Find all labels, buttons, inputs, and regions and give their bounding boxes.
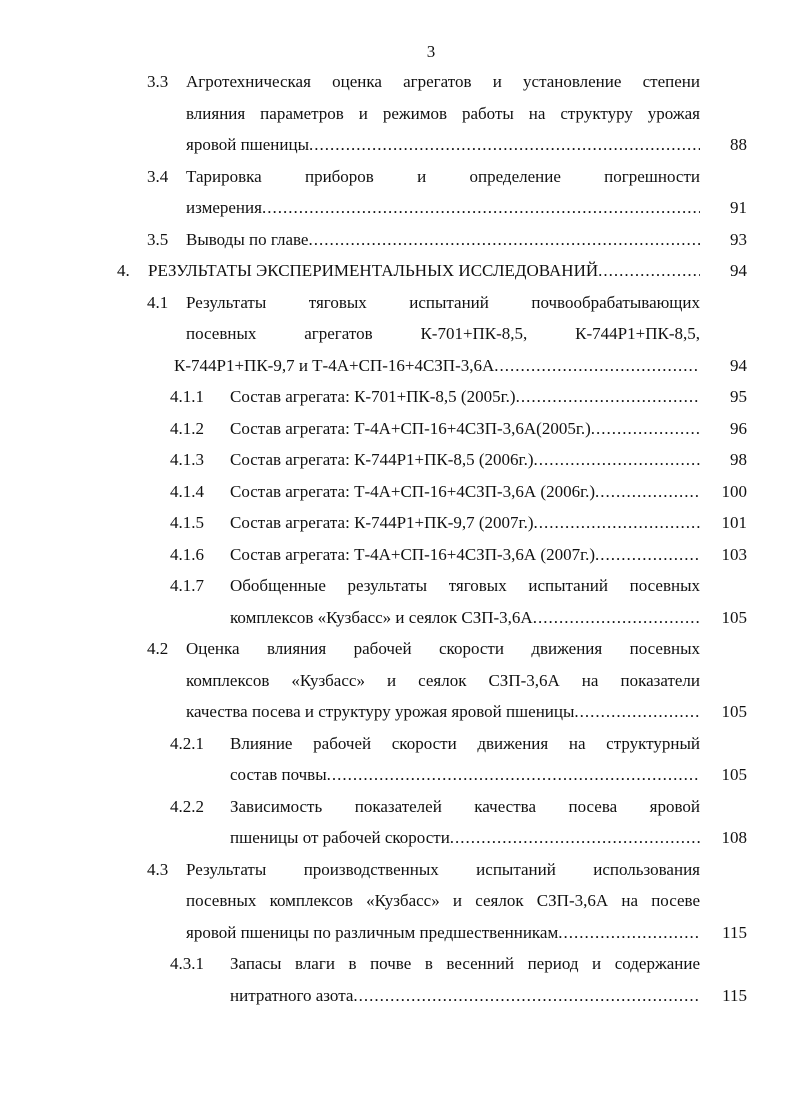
toc-entry bbox=[0, 413, 799, 445]
toc-entry-title-line: влияния параметров и режимов работы на структуру урожая bbox=[186, 103, 700, 123]
toc-entry-title-line: яровой пшеницы по различным предшественникам bbox=[186, 922, 559, 942]
toc-entry bbox=[0, 444, 799, 476]
toc-entry-number: 3.4 bbox=[147, 166, 169, 186]
toc-entry-number: 4.1.3 bbox=[170, 450, 204, 469]
toc-entry-number: 4.3.1 bbox=[170, 954, 204, 973]
dot-leader bbox=[591, 413, 700, 445]
dot-leader bbox=[327, 759, 700, 791]
dot-leader bbox=[308, 224, 700, 256]
toc-entry-number: 4.1.6 bbox=[170, 544, 204, 564]
toc-entry-title-line: Зависимость показателей качества посева яровой bbox=[230, 796, 700, 816]
toc-entry-page: 108 bbox=[721, 828, 747, 847]
dot-leader bbox=[494, 350, 700, 382]
toc-entry-title-line: Оценка влияния рабочей скорости движения посевных bbox=[186, 639, 700, 658]
table-of-contents bbox=[0, 66, 799, 1011]
toc-entry-number: 4. bbox=[117, 261, 130, 280]
toc-entry-number: 4.1.5 bbox=[170, 513, 204, 532]
toc-entry-title-line: Состав агрегата: Т-4А+СП-16+4СЗП-3,6А (2006г.) bbox=[230, 481, 596, 501]
toc-entry-title-line: посевных комплексов «Кузбасс» и сеялок СЗП-3,6А на посеве bbox=[186, 891, 700, 910]
toc-entry-title-line: посевных агрегатов К-701+ПК-8,5, К-744Р1+ПК-8,5, bbox=[186, 324, 700, 343]
toc-entry-title-line: РЕЗУЛЬТАТЫ ЭКСПЕРИМЕНТАЛЬНЫХ ИССЛЕДОВАНИЙ bbox=[148, 261, 599, 280]
dot-leader bbox=[353, 980, 700, 1012]
toc-entry-number: 4.2.2 bbox=[170, 796, 204, 816]
dot-leader bbox=[516, 381, 700, 413]
toc-entry-title-line: Результаты производственных испытаний использования bbox=[186, 859, 700, 879]
page-number: 3 bbox=[426, 42, 436, 61]
toc-entry-title-line: Состав агрегата: К-744Р1+ПК-8,5 (2006г.) bbox=[230, 450, 534, 469]
toc-entry-number: 4.1.7 bbox=[170, 576, 204, 595]
toc-entry-title-line: Результаты тяговых испытаний почвообрабатывающих bbox=[186, 292, 700, 312]
toc-entry-title-line: Состав агрегата: Т-4А+СП-16+4СЗП-3,6А (2007г.) bbox=[230, 544, 596, 564]
toc-entry bbox=[0, 66, 799, 161]
toc-entry bbox=[0, 854, 799, 949]
toc-entry-title-line: К-744Р1+ПК-9,7 и Т-4А+СП-16+4СЗП-3,6А bbox=[174, 355, 495, 375]
toc-entry-title-line: измерения bbox=[186, 198, 262, 217]
toc-entry bbox=[0, 791, 799, 854]
toc-entry-page: 103 bbox=[721, 544, 747, 564]
toc-entry-number: 3.3 bbox=[147, 72, 169, 91]
toc-entry-page: 96 bbox=[730, 418, 747, 438]
dot-leader bbox=[534, 444, 700, 476]
toc-entry-title-line: Тарировка приборов и определение погрешности bbox=[186, 166, 700, 186]
toc-entry-title-line: Обобщенные результаты тяговых испытаний посевных bbox=[230, 576, 700, 595]
toc-entry-number: 3.5 bbox=[147, 229, 169, 249]
toc-entry-page: 98 bbox=[730, 450, 747, 469]
toc-entry-number: 4.1 bbox=[147, 292, 169, 312]
toc-entry-title-line: нитратного азота bbox=[230, 985, 354, 1005]
toc-entry-number: 4.1.1 bbox=[170, 387, 204, 406]
dot-leader bbox=[262, 192, 700, 224]
toc-entry-page: 115 bbox=[722, 922, 747, 942]
toc-entry-page: 100 bbox=[721, 481, 747, 501]
dot-leader bbox=[574, 696, 700, 728]
toc-entry bbox=[0, 948, 799, 1011]
toc-entry bbox=[0, 633, 799, 728]
dot-leader bbox=[533, 602, 700, 634]
toc-entry-title-line: яровой пшеницы bbox=[186, 135, 310, 154]
toc-entry-page: 94 bbox=[730, 261, 747, 280]
toc-entry-title-line: комплексов «Кузбасс» и сеялок СЗП-3,6А bbox=[230, 607, 533, 627]
toc-entry bbox=[0, 381, 799, 413]
toc-entry-page: 105 bbox=[721, 607, 747, 627]
dot-leader bbox=[558, 917, 700, 949]
toc-entry-title-line: Влияние рабочей скорости движения на структурный bbox=[230, 733, 700, 753]
toc-entry-title-line: Состав агрегата: К-701+ПК-8,5 (2005г.) bbox=[230, 387, 516, 406]
toc-entry-title-line: Состав агрегата: К-744Р1+ПК-9,7 (2007г.) bbox=[230, 513, 534, 532]
dot-leader bbox=[595, 539, 700, 571]
toc-entry bbox=[0, 570, 799, 633]
toc-entry bbox=[0, 255, 799, 287]
toc-entry-title-line: комплексов «Кузбасс» и сеялок СЗП-3,6А на показатели bbox=[186, 670, 700, 690]
toc-entry-page: 105 bbox=[721, 702, 747, 721]
toc-entry-title-line: Состав агрегата: Т-4А+СП-16+4СЗП-3,6А(2005г.) bbox=[230, 418, 591, 438]
dot-leader bbox=[534, 507, 700, 539]
toc-entry-number: 4.2.1 bbox=[170, 733, 204, 753]
toc-entry-title-line: пшеницы от рабочей скорости bbox=[230, 828, 450, 847]
toc-entry-page: 91 bbox=[730, 198, 747, 217]
toc-entry-number: 4.2 bbox=[147, 639, 169, 658]
toc-entry-page: 93 bbox=[730, 229, 747, 249]
toc-entry-page: 115 bbox=[722, 985, 747, 1005]
toc-entry bbox=[0, 161, 799, 224]
toc-entry-number: 4.1.4 bbox=[170, 481, 204, 501]
toc-entry-page: 94 bbox=[730, 355, 747, 375]
dot-leader bbox=[598, 255, 700, 287]
toc-entry-title-line: состав почвы bbox=[230, 765, 327, 784]
toc-entry-title-line: Запасы влаги в почве в весенний период и содержание bbox=[230, 954, 700, 973]
toc-entry-title-line: Агротехническая оценка агрегатов и установление степени bbox=[186, 72, 700, 91]
toc-entry-number: 4.3 bbox=[147, 859, 169, 879]
toc-entry bbox=[0, 728, 799, 791]
toc-entry-title-line: качества посева и структуру урожая яровой пшеницы bbox=[186, 702, 575, 721]
toc-entry-page: 105 bbox=[721, 765, 747, 784]
toc-entry-title-line: Выводы по главе bbox=[186, 229, 309, 249]
toc-entry bbox=[0, 476, 799, 508]
toc-entry bbox=[0, 539, 799, 571]
toc-entry-number: 4.1.2 bbox=[170, 418, 204, 438]
toc-entry bbox=[0, 287, 799, 382]
toc-entry bbox=[0, 507, 799, 539]
toc-entry-page: 101 bbox=[721, 513, 747, 532]
dot-leader bbox=[595, 476, 700, 508]
toc-entry-page: 88 bbox=[730, 135, 747, 154]
dot-leader bbox=[450, 822, 700, 854]
toc-entry bbox=[0, 224, 799, 256]
toc-entry-page: 95 bbox=[730, 387, 747, 406]
dot-leader bbox=[309, 129, 700, 161]
